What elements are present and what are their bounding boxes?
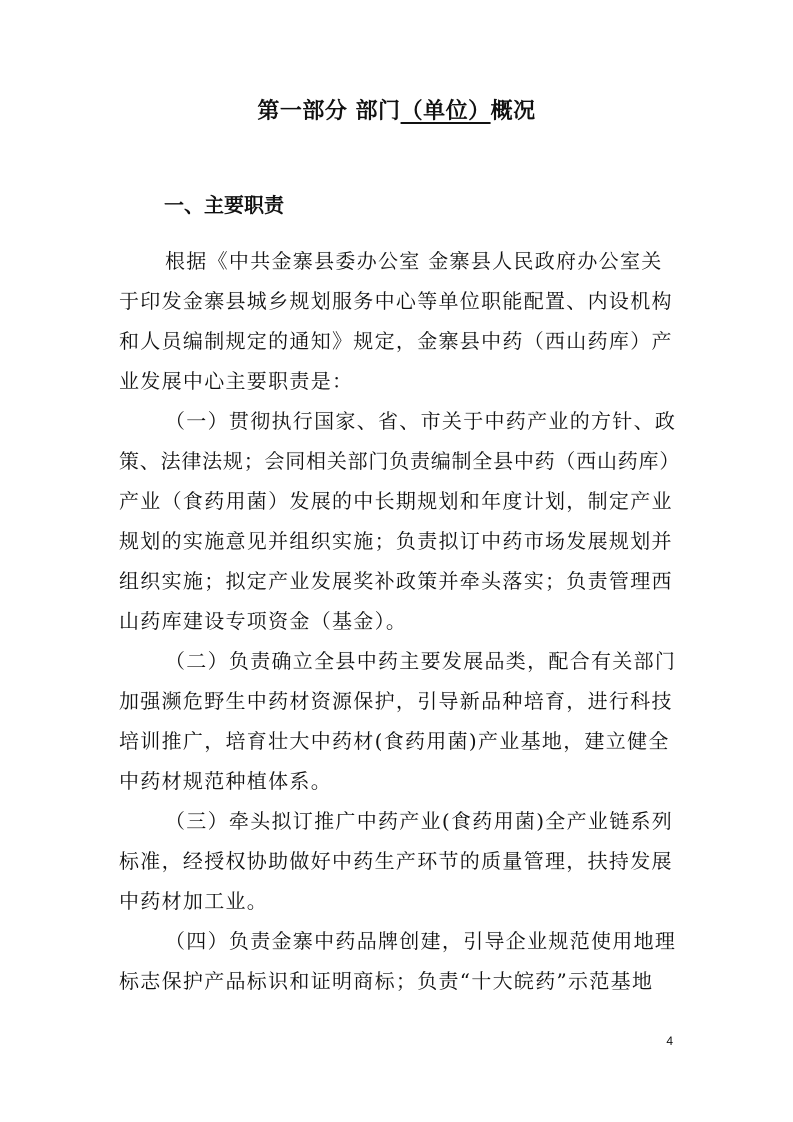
page-title (0, 96, 793, 128)
paragraph-line: 标志保护产品标识和证明商标；负责“十大皖药”示范基地 (119, 969, 654, 993)
title-prefix: 第一部分 部门 (257, 99, 401, 124)
paragraph-line: 培训推广，培育壮大中药材(食药用菌)产业基地，建立健全 (119, 729, 670, 753)
paragraph-line: 中药材规范种植体系。 (119, 769, 332, 793)
paragraph-line: 组织实施；拟定产业发展奖补政策并牵头落实；负责管理西 (119, 569, 673, 593)
title-underlined: （单位） (400, 99, 491, 124)
paragraph-line: （三）牵头拟订推广中药产业(食药用菌)全产业链系列 (165, 809, 674, 833)
paragraph-line: 规划的实施意见并组织实施；负责拟订中药市场发展规划并 (119, 529, 673, 553)
paragraph-line: 于印发金寨县城乡规划服务中心等单位职能配置、内设机构 (119, 289, 673, 313)
paragraph-line: （四）负责金寨中药品牌创建，引导企业规范使用地理 (165, 929, 677, 953)
paragraph-line: 山药库建设专项资金（基金）。 (119, 609, 408, 633)
paragraph-line: 加强濒危野生中药材资源保护，引导新品种培育，进行科技 (119, 689, 673, 713)
paragraph-line: 标准，经授权协助做好中药生产环节的质量管理，扶持发展 (119, 849, 673, 873)
paragraph-line: 产业（食药用菌）发展的中长期规划和年度计划，制定产业 (119, 489, 673, 513)
paragraph-line: （一）贯彻执行国家、省、市关于中药产业的方针、政 (165, 409, 677, 433)
section-heading: 一、主要职责 (164, 193, 284, 217)
paragraph-line: 中药材加工业。 (119, 889, 269, 913)
paragraph-line: 业发展中心主要职责是： (119, 369, 354, 393)
page-number: 4 (666, 1034, 673, 1048)
title-suffix: 概况 (490, 99, 536, 124)
paragraph-line: 根据《中共金寨县委办公室 金寨县人民政府办公室关 (165, 249, 663, 273)
paragraph-line: 策、法律法规；会同相关部门负责编制全县中药（西山药库） (119, 449, 681, 473)
paragraph-line: 和人员编制规定的通知》规定，金寨县中药（西山药库）产 (119, 329, 673, 353)
paragraph-line: （二）负责确立全县中药主要发展品类，配合有关部门 (165, 649, 677, 673)
